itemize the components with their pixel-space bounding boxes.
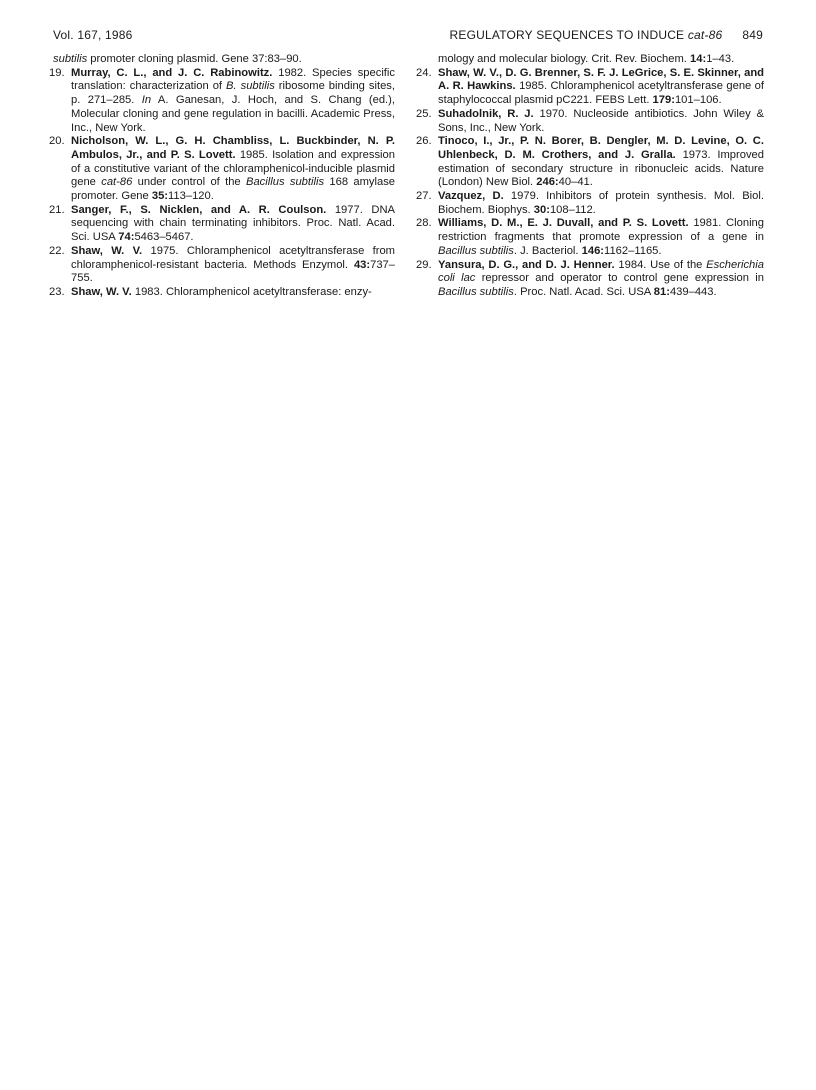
reference-number: 25. — [416, 107, 432, 120]
reference-number: 27. — [416, 190, 432, 203]
reference-19: 19. Murray, C. L., and J. C. Rabinowitz. 1982. Species specific translation: characterization of B. subtilis ribosome binding sites, p. 271–285. In A. Ganesan, J. Hoch, and S. Chang (ed.), Molecular cloning and gene regulation in bacilli. Academic Press, Inc., New York. — [49, 66, 395, 134]
reference-authors: Shaw, W. V. — [71, 244, 143, 257]
reference-authors: Shaw, W. V. — [71, 285, 132, 298]
reference-authors: Nicholson, W. L., G. H. Chambliss, L. Buckbinder, N. P. Ambulos, Jr., and P. S. Lovett. — [71, 135, 395, 161]
reference-authors: Sanger, F., S. Nicklen, and A. R. Coulson. — [71, 203, 327, 216]
reference-24: 24. Shaw, W. V., D. G. Brenner, S. F. J. LeGrice, S. E. Skinner, and A. R. Hawkins. 1985. Chloramphenicol acetyltransferase gene of staphylococcal plasmid pC221. FEBS Lett. 179:101–106. — [416, 66, 764, 107]
journal-volume: Vol. 167, 1986 — [53, 28, 133, 42]
running-title-gene: cat-86 — [687, 28, 723, 42]
reference-continuation: subtilis promoter cloning plasmid. Gene 37:83–90. — [53, 53, 302, 65]
running-title — [450, 28, 763, 42]
reference-number: 19. — [49, 66, 65, 79]
reference-number: 29. — [416, 258, 432, 271]
reference-26: 26. Tinoco, I., Jr., P. N. Borer, B. Dengler, M. D. Levine, O. C. Uhlenbeck, D. M. Crothers, and J. Gralla. 1973. Improved estimation of secondary structure in ribonucleic acids. Nature (London) New Biol. 246:40–41. — [416, 135, 764, 189]
reference-21: 21. Sanger, F., S. Nicklen, and A. R. Coulson. 1977. DNA sequencing with chain terminating inhibitors. Proc. Natl. Acad. Sci. USA 74:5463–5467. — [49, 203, 395, 244]
reference-authors: Tinoco, I., Jr., P. N. Borer, B. Dengler, M. D. Levine, O. C. Uhlenbeck, D. M. Crothers, and J. Gralla. — [438, 135, 764, 161]
reference-29: 29. Yansura, D. G., and D. J. Henner. 1984. Use of the Escherichia coli lac repressor and operator to control gene expression in Bacillus subtilis. Proc. Natl. Acad. Sci. USA 81:439–443. — [416, 258, 764, 298]
reference-number: 22. — [49, 244, 65, 257]
reference-number: 20. — [49, 135, 65, 148]
running-title-text: REGULATORY SEQUENCES TO INDUCE — [449, 28, 685, 42]
reference-22: 22. Shaw, W. V. 1975. Chloramphenicol acetyltransferase from chloramphenicol-resistant bacteria. Methods Enzymol. 43:737–755. — [49, 244, 395, 285]
reference-28: 28. Williams, D. M., E. J. Duvall, and P. S. Lovett. 1981. Cloning restriction fragments that promote expression of a gene in Bacillus subtilis. J. Bacteriol. 146:1162–1165. — [416, 217, 765, 257]
reference-number: 26. — [416, 135, 432, 148]
reference-authors: Williams, D. M., E. J. Duvall, and P. S. Lovett. — [438, 217, 689, 230]
reference-25: 25. Suhadolnik, R. J. 1970. Nucleoside antibiotics. John Wiley & Sons, Inc., New York. — [416, 107, 764, 134]
reference-authors: Murray, C. L., and J. C. Rabinowitz. — [71, 66, 273, 79]
page-number: 849 — [742, 28, 763, 42]
reference-authors: Yansura, D. G., and D. J. Henner. — [438, 258, 615, 271]
reference-authors: Vazquez, D. — [438, 190, 504, 203]
reference-number: 28. — [416, 217, 432, 230]
reference-27: 27. Vazquez, D. 1979. Inhibitors of protein synthesis. Mol. Biol. Biochem. Biophys. 30:108–112. — [416, 190, 764, 216]
reference-authors: Shaw, W. V., D. G. Brenner, S. F. J. LeGrice, S. E. Skinner, and A. R. Hawkins. — [438, 66, 764, 93]
reference-continuation: mology and molecular biology. Crit. Rev. Biochem. 14:1–43. — [438, 53, 735, 65]
reference-23: 23. Shaw, W. V. 1983. Chloramphenicol acetyltransferase: enzy- — [49, 285, 372, 298]
running-header — [53, 28, 763, 46]
reference-number: 21. — [49, 203, 65, 216]
reference-20: 20. Nicholson, W. L., G. H. Chambliss, L. Buckbinder, N. P. Ambulos, Jr., and P. S. Lovett. 1985. Isolation and expression of a constitutive variant of the chloramphenicol-inducible plasmid gene cat-86 under control of the Bacillus subtilis 168 amylase promoter. Gene 35:113–120. — [49, 135, 396, 203]
left-column — [49, 53, 396, 300]
reference-authors: Suhadolnik, R. J. — [438, 107, 534, 120]
reference-number: 24. — [416, 66, 432, 79]
reference-number: 23. — [49, 285, 65, 298]
right-column — [416, 53, 765, 300]
